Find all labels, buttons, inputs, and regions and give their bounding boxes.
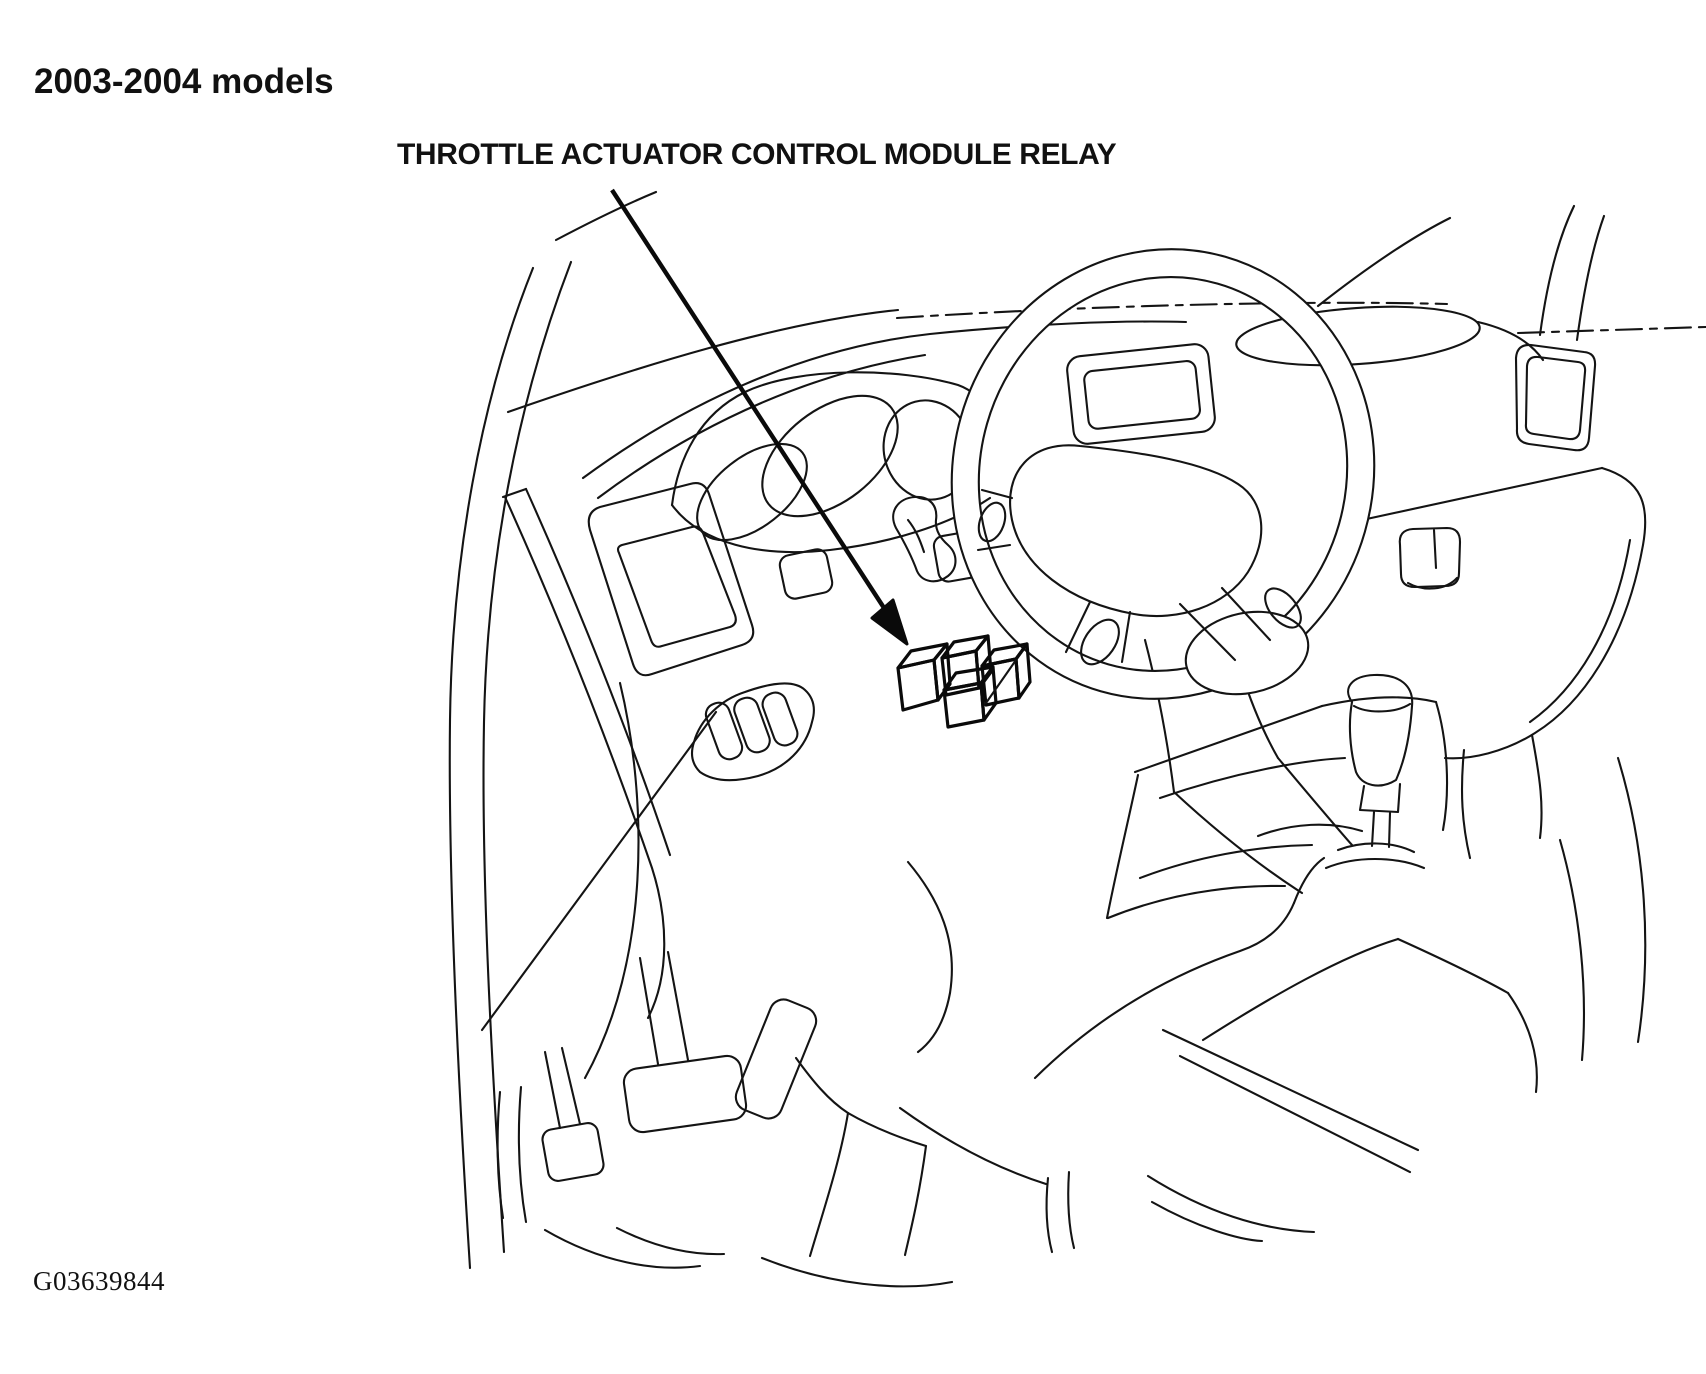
figure-id: G03639844 (33, 1266, 165, 1296)
b-pillar (1540, 206, 1574, 335)
column-switches (778, 497, 980, 601)
gear-shifter (1326, 675, 1424, 868)
roof-line (1318, 218, 1450, 306)
lower-dash-and-pedals (498, 683, 952, 1286)
instrument-cluster (672, 372, 990, 559)
door-handle (1400, 528, 1460, 587)
callout-arrow (612, 190, 907, 644)
dash-left-edge (482, 489, 716, 1078)
switch-button (778, 547, 834, 600)
center-display-panel (589, 483, 754, 675)
brake-pedal (622, 1054, 748, 1134)
arrowhead (872, 600, 907, 644)
relay-cube-front (944, 667, 996, 727)
turn-signal-stalk (893, 497, 955, 581)
model-years-label: 2003-2004 models (34, 62, 334, 101)
relay-cube-left (898, 644, 950, 710)
door-panel (1362, 206, 1706, 1060)
gauge-left (680, 425, 824, 559)
shifter-knob (1348, 675, 1412, 786)
driver-seat (900, 858, 1537, 1252)
clutch-pedal (541, 1122, 605, 1183)
relay-cubes (898, 636, 1030, 727)
switch-bank (692, 683, 814, 780)
cluster-hood-opening (1066, 343, 1216, 445)
relay-callout-label: THROTTLE ACTUATOR CONTROL MODULE RELAY (397, 138, 1117, 171)
